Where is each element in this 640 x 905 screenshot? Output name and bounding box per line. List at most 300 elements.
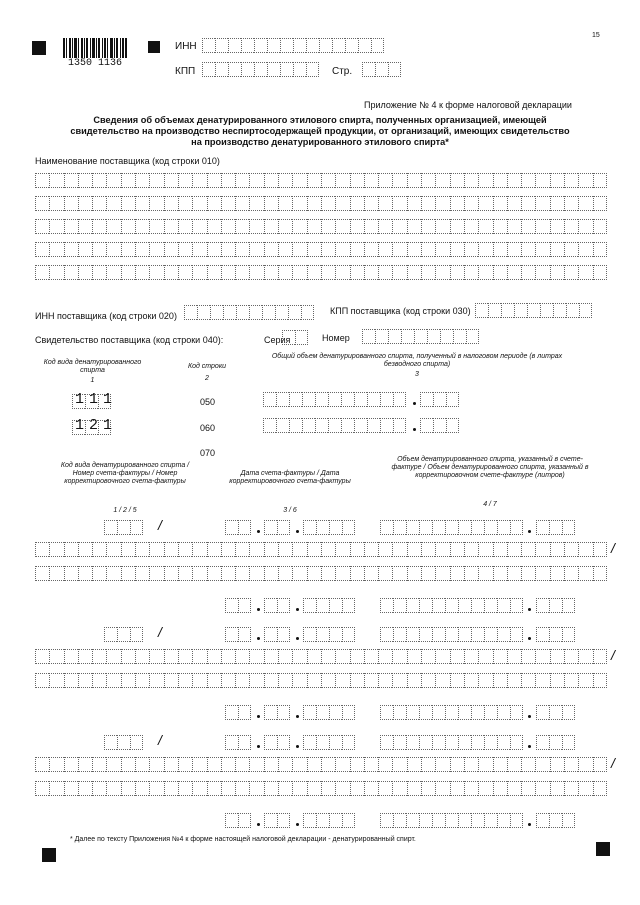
cell	[378, 242, 392, 257]
cell	[278, 265, 292, 280]
invoice-1-date-month[interactable]	[264, 520, 290, 535]
cell	[445, 520, 458, 535]
cell	[164, 196, 178, 211]
cell	[497, 705, 510, 720]
cell	[593, 173, 607, 188]
invoice-2-corr-date-dot-2	[296, 715, 299, 718]
cell	[278, 781, 292, 796]
cell	[130, 520, 143, 535]
invoice-3-date-year[interactable]	[303, 735, 355, 750]
supplier-name-label: Наименование поставщика (код строки 010)	[35, 156, 220, 166]
registration-marker-top-mid	[148, 41, 160, 53]
cell	[435, 219, 449, 234]
invoice-1-volume-frac[interactable]	[536, 520, 575, 535]
invoice-1-code-cells[interactable]	[104, 520, 143, 535]
invoice-2-slash-2: /	[611, 647, 615, 663]
cell	[458, 520, 471, 535]
cell	[549, 627, 562, 642]
supplier-kpp-field[interactable]	[475, 303, 592, 318]
cell	[49, 196, 63, 211]
cell	[507, 219, 521, 234]
cell	[507, 781, 521, 796]
cell	[235, 649, 249, 664]
invoice-3-corr-date-year[interactable]	[303, 813, 355, 828]
cell	[221, 542, 235, 557]
cell	[378, 265, 392, 280]
kpp-field[interactable]	[202, 62, 319, 77]
cell	[450, 673, 464, 688]
cell	[393, 813, 406, 828]
cell	[421, 219, 435, 234]
supplier-name-row-2[interactable]	[35, 196, 607, 211]
cell	[106, 265, 120, 280]
cell	[307, 219, 321, 234]
cell	[149, 673, 163, 688]
cell	[350, 673, 364, 688]
cell	[292, 242, 306, 257]
cell	[493, 757, 507, 772]
cell	[350, 566, 364, 581]
cell	[564, 781, 578, 796]
cell	[292, 673, 306, 688]
s1-row1-volume-frac[interactable]	[420, 392, 459, 407]
invoice-2-corr-date-month[interactable]	[264, 705, 290, 720]
s1-row2-volume-frac[interactable]	[420, 418, 459, 433]
cell	[277, 627, 290, 642]
cell	[329, 705, 342, 720]
cell	[549, 813, 562, 828]
invoice-2-corr-date-year[interactable]	[303, 705, 355, 720]
cell	[507, 173, 521, 188]
invoice-1-corr-number-row[interactable]	[35, 566, 607, 581]
invoice-2-corr-volume-frac[interactable]	[536, 705, 575, 720]
cell	[521, 781, 535, 796]
cell	[121, 542, 135, 557]
cell	[249, 781, 263, 796]
cell	[535, 566, 549, 581]
cell	[78, 673, 92, 688]
invoice-3-code-cells[interactable]	[104, 735, 143, 750]
cell	[407, 242, 421, 257]
cell	[64, 757, 78, 772]
invoice-3-volume-int[interactable]	[380, 735, 523, 750]
invoice-3-corr-date-day[interactable]	[225, 813, 251, 828]
cell	[493, 265, 507, 280]
s2-col1-header: Код вида денатурированного спирта / Номер счета-фактуры / Номер корректировочного счета-фактуры	[60, 462, 190, 485]
invoice-3-volume-frac[interactable]	[536, 735, 575, 750]
invoice-1-corr-date-dot-2	[296, 608, 299, 611]
cell	[335, 649, 349, 664]
cell	[207, 673, 221, 688]
cell	[78, 173, 92, 188]
cell	[35, 566, 49, 581]
cell	[564, 196, 578, 211]
invoice-2-corr-date-day[interactable]	[225, 705, 251, 720]
cell	[521, 265, 535, 280]
cell	[510, 705, 523, 720]
cell	[121, 219, 135, 234]
invoice-1-corr-date-month[interactable]	[264, 598, 290, 613]
cell	[421, 566, 435, 581]
supplier-name-row-5[interactable]	[35, 265, 607, 280]
cell	[78, 566, 92, 581]
cell	[316, 735, 329, 750]
cell	[249, 542, 263, 557]
cell	[307, 542, 321, 557]
cell	[478, 242, 492, 257]
s2-col1-num: 1 / 2 / 5	[113, 507, 137, 514]
cell	[549, 520, 562, 535]
cell	[419, 813, 432, 828]
cell	[225, 813, 238, 828]
cell	[507, 566, 521, 581]
cell	[149, 757, 163, 772]
cell	[235, 219, 249, 234]
cell	[121, 781, 135, 796]
cell	[535, 781, 549, 796]
cell	[49, 173, 63, 188]
cell	[471, 705, 484, 720]
cell	[421, 781, 435, 796]
cell	[535, 265, 549, 280]
cell	[225, 627, 238, 642]
cell	[207, 542, 221, 557]
cell	[278, 173, 292, 188]
cell	[593, 781, 607, 796]
cell	[419, 520, 432, 535]
cell	[421, 242, 435, 257]
invoice-2-corr-volume-int[interactable]	[380, 705, 523, 720]
cell	[342, 705, 355, 720]
cell	[92, 219, 106, 234]
cell	[407, 196, 421, 211]
cell	[64, 566, 78, 581]
cell	[364, 265, 378, 280]
cell	[49, 542, 63, 557]
cell	[450, 757, 464, 772]
cell	[221, 566, 235, 581]
cell	[35, 265, 49, 280]
cell	[350, 173, 364, 188]
cell	[535, 649, 549, 664]
cell	[445, 813, 458, 828]
cell	[35, 219, 49, 234]
cell	[393, 598, 406, 613]
cell	[135, 242, 149, 257]
cell	[164, 173, 178, 188]
cell	[497, 520, 510, 535]
cell	[207, 781, 221, 796]
cell	[510, 598, 523, 613]
cell	[407, 173, 421, 188]
footnote: * Далее по тексту Приложения №4 к форме настоящей налоговой декларации - денатурированный спирт.	[70, 836, 416, 843]
s1-col1-header: Код вида денатурированного спирта	[43, 359, 142, 374]
cell	[421, 173, 435, 188]
cell	[507, 265, 521, 280]
invoice-1-corr-date-dot-1	[257, 608, 260, 611]
cell	[335, 757, 349, 772]
cell	[106, 196, 120, 211]
cell	[221, 242, 235, 257]
cell	[264, 265, 278, 280]
cell	[478, 649, 492, 664]
cell	[435, 242, 449, 257]
cell	[78, 649, 92, 664]
cell	[316, 520, 329, 535]
s1-row2-volume-int[interactable]	[263, 418, 406, 433]
cell	[510, 813, 523, 828]
invoice-1-date-year[interactable]	[303, 520, 355, 535]
cell	[117, 627, 130, 642]
cell	[278, 757, 292, 772]
cell	[464, 219, 478, 234]
cell	[35, 242, 49, 257]
cell	[478, 265, 492, 280]
cell	[593, 219, 607, 234]
cell	[578, 757, 592, 772]
supplier-name-row-3[interactable]	[35, 219, 607, 234]
cell	[329, 598, 342, 613]
cell	[178, 265, 192, 280]
cell	[493, 542, 507, 557]
invoice-2-number-row[interactable]	[35, 649, 607, 664]
cell	[149, 649, 163, 664]
cell	[292, 265, 306, 280]
s1-row1-line: 050	[200, 397, 216, 407]
cell	[521, 757, 535, 772]
cell	[464, 542, 478, 557]
invoice-1-corr-volume-int[interactable]	[380, 598, 523, 613]
cell	[149, 173, 163, 188]
s1-col1-num: 1	[90, 377, 95, 384]
cell	[329, 735, 342, 750]
invoice-3-date-month[interactable]	[264, 735, 290, 750]
cell	[535, 173, 549, 188]
cell	[238, 735, 251, 750]
cell	[521, 542, 535, 557]
cell	[264, 219, 278, 234]
invoice-3-corr-date-month[interactable]	[264, 813, 290, 828]
cell	[221, 265, 235, 280]
cell	[106, 781, 120, 796]
cell	[350, 196, 364, 211]
cell	[277, 813, 290, 828]
cell	[135, 219, 149, 234]
invoice-1-number-row[interactable]	[35, 542, 607, 557]
cell	[264, 520, 277, 535]
cell	[106, 673, 120, 688]
cell	[350, 649, 364, 664]
cell	[92, 566, 106, 581]
cell	[464, 265, 478, 280]
cell	[364, 566, 378, 581]
cell	[335, 265, 349, 280]
invoice-2-date-year[interactable]	[303, 627, 355, 642]
cell	[364, 781, 378, 796]
cell	[478, 542, 492, 557]
cell	[510, 520, 523, 535]
cell	[307, 265, 321, 280]
cell	[135, 757, 149, 772]
cell	[264, 173, 278, 188]
cell	[221, 196, 235, 211]
cell	[364, 757, 378, 772]
registration-marker-bottom-left	[42, 848, 56, 862]
cell	[550, 673, 564, 688]
cell	[445, 598, 458, 613]
cell	[335, 566, 349, 581]
cell	[378, 566, 392, 581]
cell	[104, 520, 117, 535]
cell	[550, 781, 564, 796]
invoice-2-date-dot-2	[296, 637, 299, 640]
invoice-3-date-day[interactable]	[225, 735, 251, 750]
cell	[464, 673, 478, 688]
cell	[464, 242, 478, 257]
cell	[392, 219, 406, 234]
cell	[435, 757, 449, 772]
cell	[419, 735, 432, 750]
cell	[510, 735, 523, 750]
cell	[549, 598, 562, 613]
cell	[378, 781, 392, 796]
invoice-2-date-month[interactable]	[264, 627, 290, 642]
invoice-1-corr-date-day[interactable]	[225, 598, 251, 613]
cell	[419, 598, 432, 613]
cell	[292, 566, 306, 581]
cell	[406, 705, 419, 720]
main-title-line-1: Сведения об объемах денатурированного этилового спирта, полученных организацией, имеющей	[93, 115, 547, 125]
cell	[564, 673, 578, 688]
cell	[507, 673, 521, 688]
invoice-3-corr-volume-int[interactable]	[380, 813, 523, 828]
cell	[435, 566, 449, 581]
cell	[471, 735, 484, 750]
invoice-3-corr-volume-frac[interactable]	[536, 813, 575, 828]
cell	[378, 649, 392, 664]
invoice-2-volume-frac[interactable]	[536, 627, 575, 642]
cell	[264, 673, 278, 688]
invoice-1-corr-volume-frac[interactable]	[536, 598, 575, 613]
cell	[392, 242, 406, 257]
cell	[321, 673, 335, 688]
cell	[292, 542, 306, 557]
invoice-1-volume-int[interactable]	[380, 520, 523, 535]
cell	[550, 196, 564, 211]
cell	[303, 627, 316, 642]
series-field[interactable]	[282, 330, 308, 345]
cell	[225, 598, 238, 613]
s1-col3-num: 3	[415, 371, 419, 378]
cell	[364, 649, 378, 664]
cell	[564, 219, 578, 234]
invoice-3-corr-number-row[interactable]	[35, 781, 607, 796]
s1-row1-volume-int[interactable]	[263, 392, 406, 407]
cell	[435, 173, 449, 188]
cell	[235, 173, 249, 188]
number-field[interactable]	[362, 329, 479, 344]
cell	[249, 219, 263, 234]
invoice-2-code-cells[interactable]	[104, 627, 143, 642]
cell	[478, 219, 492, 234]
cell	[406, 520, 419, 535]
cell	[321, 196, 335, 211]
invoice-3-number-row[interactable]	[35, 757, 607, 772]
cell	[378, 173, 392, 188]
cell	[350, 219, 364, 234]
invoice-2-corr-number-row[interactable]	[35, 673, 607, 688]
supplier-name-row-1[interactable]	[35, 173, 607, 188]
cell	[92, 196, 106, 211]
cell	[78, 196, 92, 211]
cell	[350, 781, 364, 796]
cell	[121, 173, 135, 188]
cell	[49, 757, 63, 772]
cell	[78, 542, 92, 557]
cell	[278, 219, 292, 234]
supplier-inn-field[interactable]	[184, 305, 314, 320]
cell	[106, 173, 120, 188]
invoice-3-corr-date-dot-2	[296, 823, 299, 826]
cell	[235, 196, 249, 211]
cell	[106, 566, 120, 581]
cell	[221, 219, 235, 234]
cell	[207, 649, 221, 664]
cell	[535, 757, 549, 772]
invoice-1-date-day[interactable]	[225, 520, 251, 535]
cell	[458, 813, 471, 828]
cell	[64, 242, 78, 257]
cell	[35, 673, 49, 688]
cell	[278, 242, 292, 257]
cell	[593, 649, 607, 664]
cell	[321, 542, 335, 557]
supplier-name-row-4[interactable]	[35, 242, 607, 257]
invoice-1-corr-date-year[interactable]	[303, 598, 355, 613]
cell	[178, 757, 192, 772]
cell	[178, 173, 192, 188]
invoice-2-date-day[interactable]	[225, 627, 251, 642]
cell	[432, 735, 445, 750]
cell	[493, 173, 507, 188]
invoice-2-volume-int[interactable]	[380, 627, 523, 642]
cell	[178, 566, 192, 581]
cell	[564, 757, 578, 772]
cell	[135, 649, 149, 664]
cell	[149, 219, 163, 234]
cell	[432, 813, 445, 828]
cell	[78, 265, 92, 280]
cell	[207, 219, 221, 234]
cell	[149, 542, 163, 557]
cell	[49, 242, 63, 257]
s1-row1-decimal-point	[413, 402, 416, 405]
page-field[interactable]	[362, 62, 401, 77]
cell	[249, 173, 263, 188]
s1-col2-num: 2	[205, 375, 209, 382]
invoice-3-volume-dot	[528, 745, 531, 748]
cell	[450, 173, 464, 188]
cell	[407, 673, 421, 688]
cell	[435, 781, 449, 796]
cell	[392, 673, 406, 688]
inn-field[interactable]	[202, 38, 384, 53]
cell	[292, 219, 306, 234]
cell	[49, 566, 63, 581]
cell	[178, 196, 192, 211]
cell	[238, 520, 251, 535]
invoice-3-slash-1: /	[158, 732, 162, 748]
